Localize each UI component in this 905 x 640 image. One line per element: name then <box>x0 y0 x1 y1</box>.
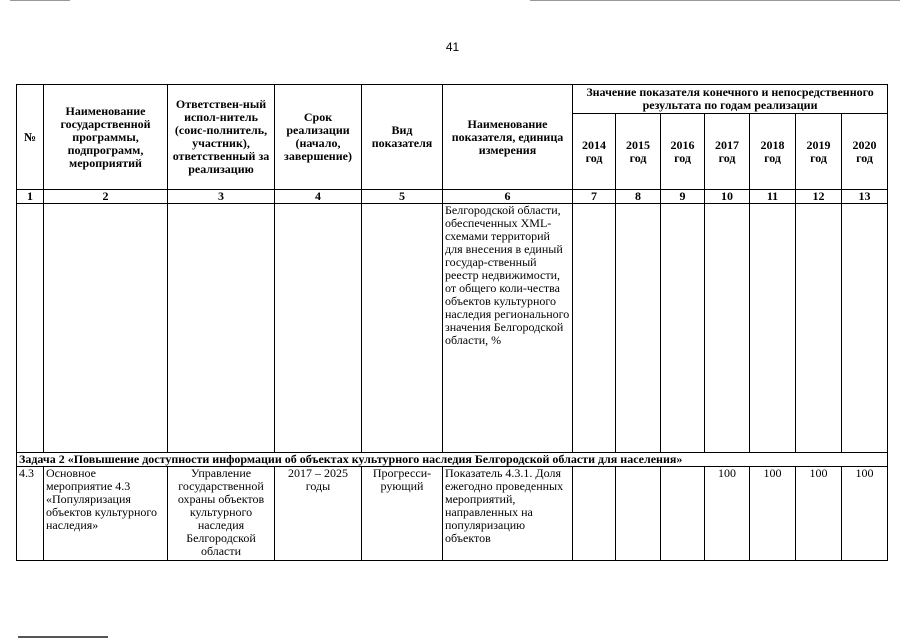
column-number-row <box>17 190 888 204</box>
value-2019: 100 <box>796 467 842 561</box>
header-year: 2017 год <box>705 114 750 190</box>
value-2017: 100 <box>705 467 750 561</box>
column-number: 1 <box>17 190 44 204</box>
header-executor: Ответствен-ный испол-нитель (соис-полнитель, участник), ответственный за реализацию <box>168 85 275 190</box>
measure-name: Основное мероприятие 4.3 «Популяризация объектов культурного наследия» <box>44 467 168 561</box>
column-number: 4 <box>275 190 362 204</box>
table-cell <box>842 204 888 453</box>
header-year: 2019 год <box>796 114 842 190</box>
table-cell <box>17 204 44 453</box>
header-year: 2015 год <box>616 114 661 190</box>
value-2016 <box>661 467 705 561</box>
header-number: № <box>17 85 44 190</box>
bottom-rule <box>18 636 108 638</box>
table-cell <box>44 204 168 453</box>
top-rule-right <box>530 0 900 1</box>
task-title: Задача 2 «Повышение доступности информации об объектах культурного наследия Белгородской области для населения» <box>17 453 888 467</box>
header-year: 2018 год <box>750 114 796 190</box>
responsible-executor: Управление государственной охраны объектов культурного наследия Белгородской области <box>168 467 275 561</box>
value-2014 <box>573 467 616 561</box>
implementation-term: 2017 – 2025 годы <box>275 467 362 561</box>
header-year: 2014 год <box>573 114 616 190</box>
table-cell <box>275 204 362 453</box>
task-row <box>17 453 888 467</box>
column-number: 6 <box>443 190 573 204</box>
column-number: 11 <box>750 190 796 204</box>
value-2015 <box>616 467 661 561</box>
indicator-name: Показатель 4.3.1. Доля ежегодно проведенных мероприятий, направленных на популяризацию объектов <box>443 467 573 561</box>
continued-row <box>17 204 888 453</box>
value-2018: 100 <box>750 467 796 561</box>
table-cell <box>796 204 842 453</box>
table-cell <box>705 204 750 453</box>
header-year: 2016 год <box>661 114 705 190</box>
header-term: Срок реализации (начало, завершение) <box>275 85 362 190</box>
header-indicator-type: Вид показателя <box>362 85 443 190</box>
header-program-name: Наименование государственной программы, подпрограмм, мероприятий <box>44 85 168 190</box>
table-row <box>17 467 888 561</box>
table-cell <box>573 204 616 453</box>
column-number: 13 <box>842 190 888 204</box>
column-number: 2 <box>44 190 168 204</box>
column-number: 9 <box>661 190 705 204</box>
column-number: 3 <box>168 190 275 204</box>
header-year: 2020 год <box>842 114 888 190</box>
column-number: 5 <box>362 190 443 204</box>
table-cell <box>168 204 275 453</box>
table-cell <box>661 204 705 453</box>
value-2020: 100 <box>842 467 888 561</box>
continued-indicator-text: Белгородской области, обеспеченных XML-схемами территорий для внесения в единый государ-ственный реестр недвижимости, от общего коли-чества объектов культурного наследия регионального значения Белгородской области, % <box>443 204 573 453</box>
indicators-table <box>16 84 888 561</box>
table-cell <box>362 204 443 453</box>
column-number: 10 <box>705 190 750 204</box>
header-indicator-name: Наименование показателя, единица измерения <box>443 85 573 190</box>
column-number: 7 <box>573 190 616 204</box>
page-number: 41 <box>445 40 460 54</box>
table-cell <box>750 204 796 453</box>
table-cell <box>616 204 661 453</box>
column-number: 12 <box>796 190 842 204</box>
indicator-type: Прогресси-рующий <box>362 467 443 561</box>
row-number: 4.3 <box>17 467 44 561</box>
column-number: 8 <box>616 190 661 204</box>
top-rule-left <box>10 0 70 1</box>
header-values-group: Значение показателя конечного и непосредственного результата по годам реализации <box>573 85 888 114</box>
